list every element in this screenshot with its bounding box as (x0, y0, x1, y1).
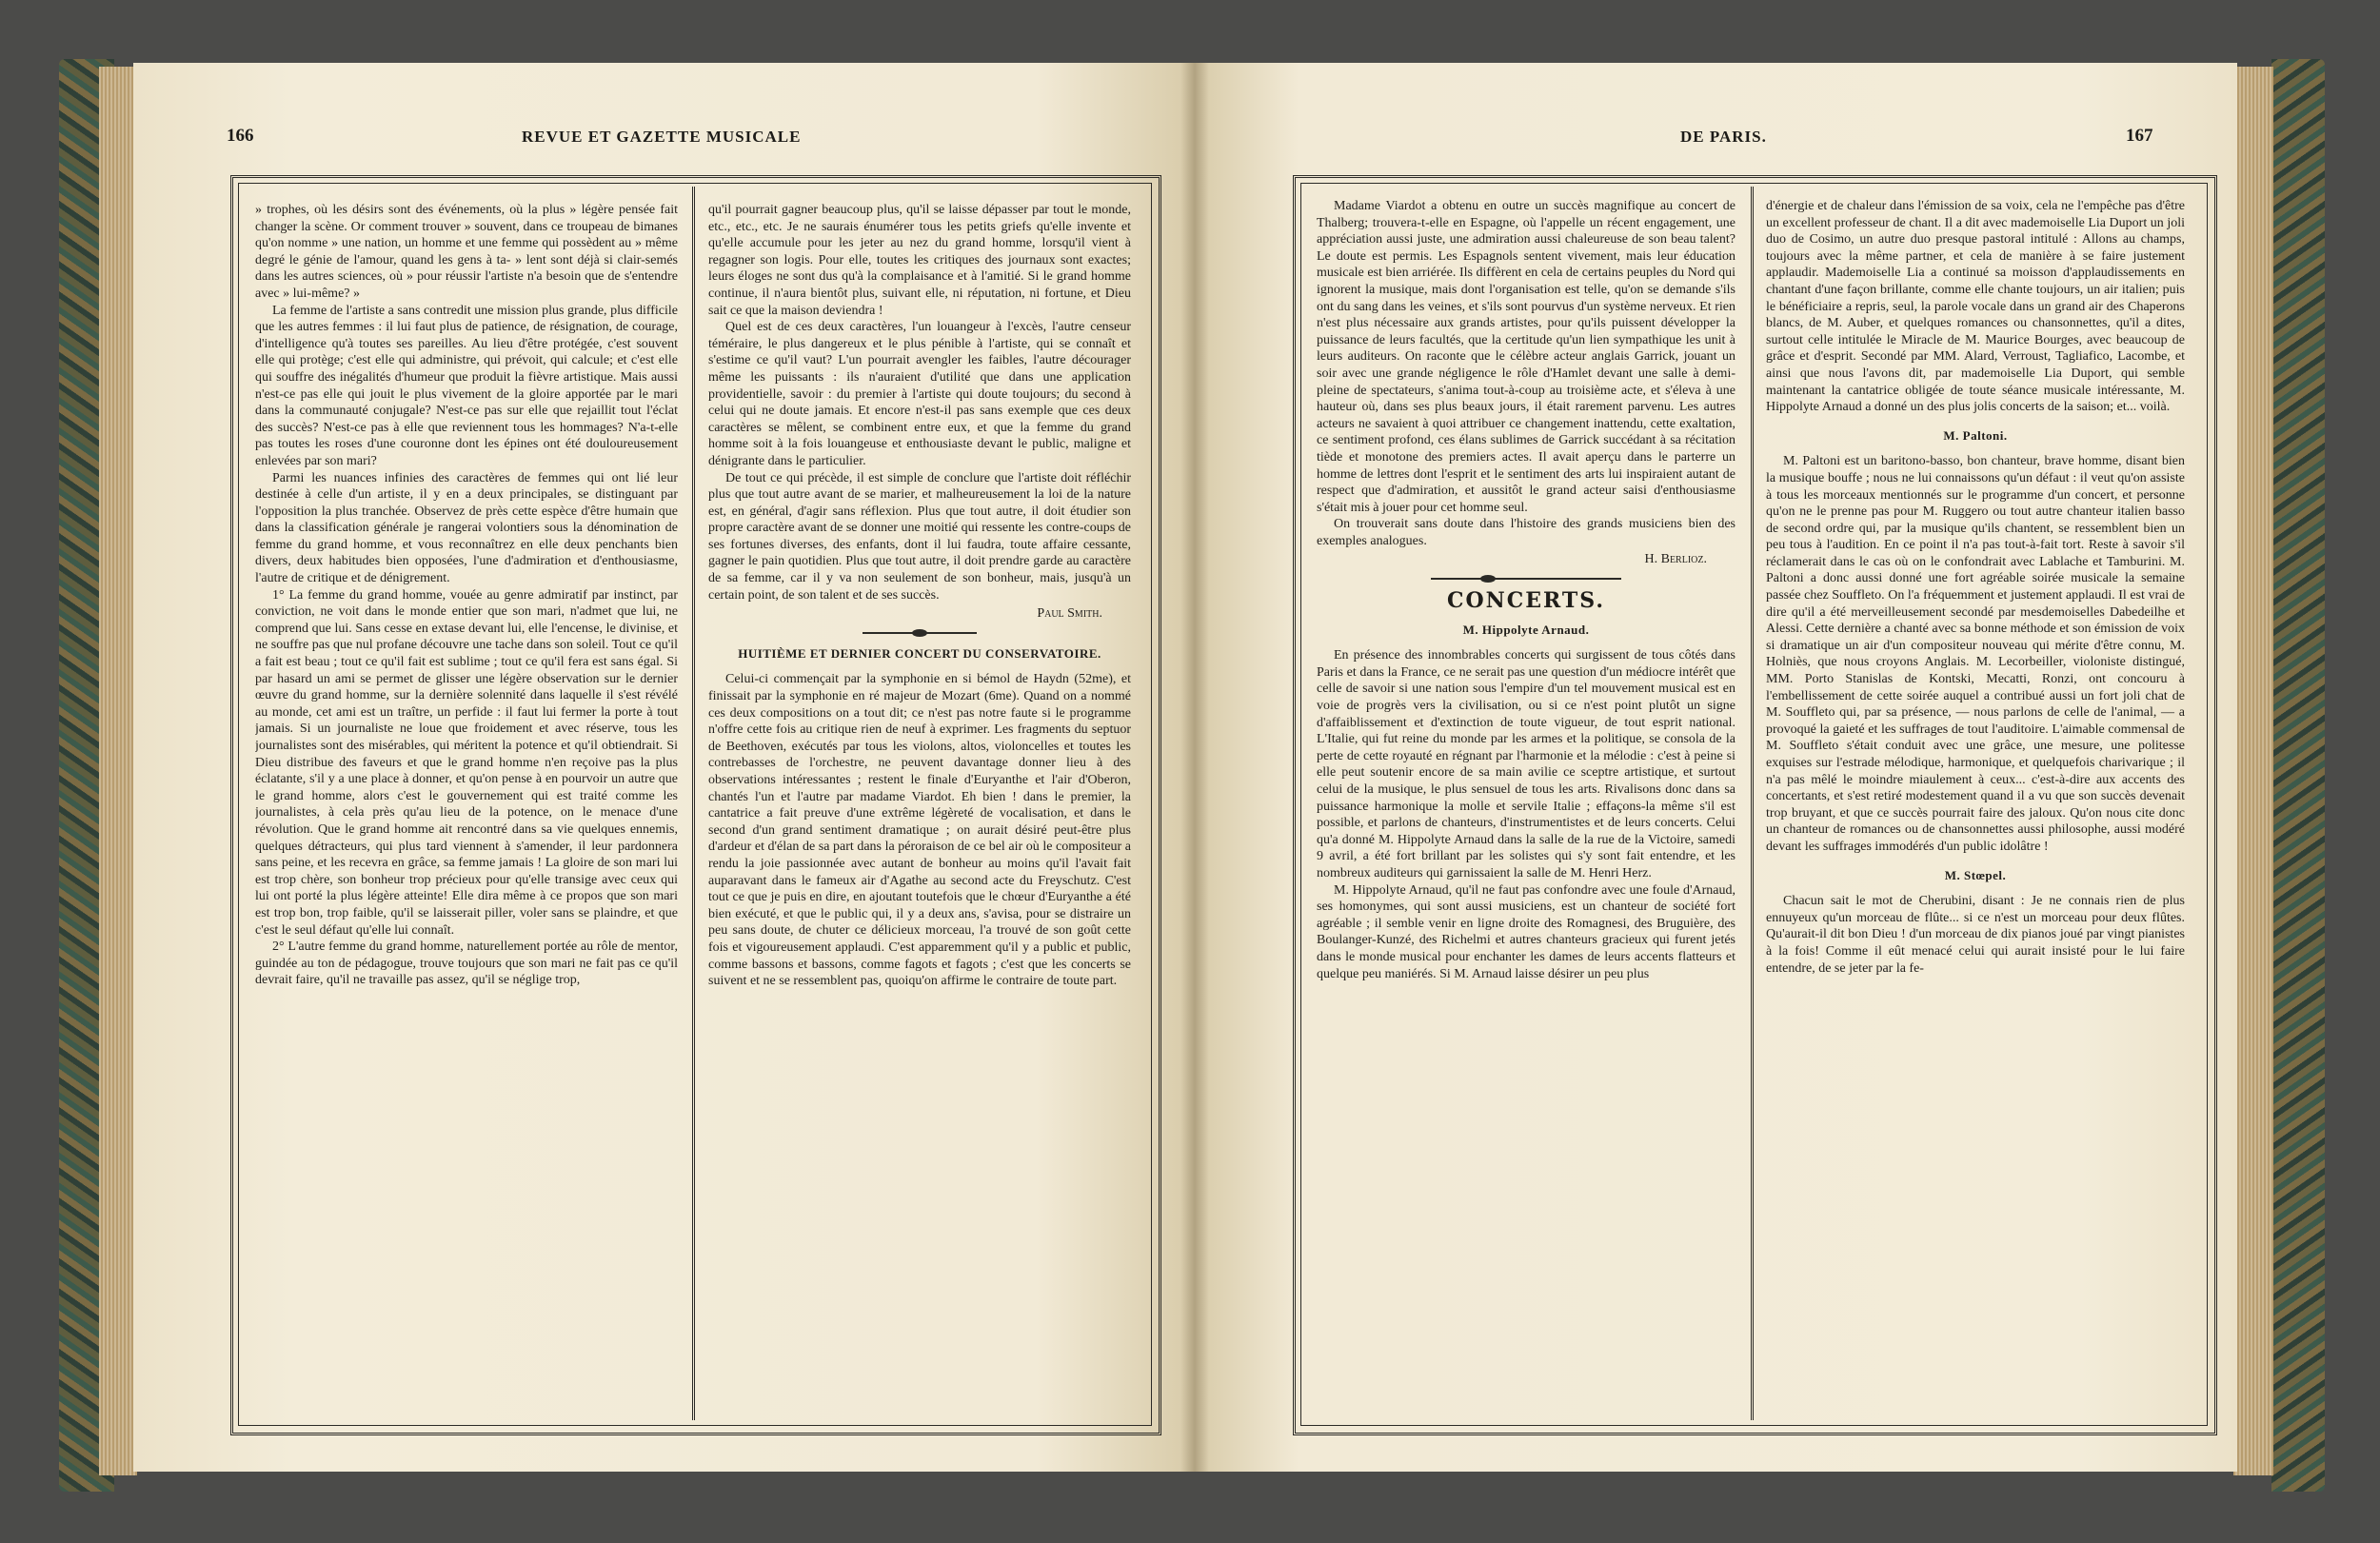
column-rule-right (1751, 187, 1754, 1420)
right-page (1195, 63, 2237, 1472)
paragraph: Parmi les nuances infinies des caractères de femmes qui ont lié leur destinée à celle d'un artiste, il y en a deux principales, se distinguant par l'opposition la plus tranchée. Observez de près cette espèce d'être humain que dans la classification générale je rangerai volontiers sous la dénomination de femme du grand homme, et vous reconnaîtrez en elle deux penchants bien divers, deux habitudes bien opposées, l'une d'admiration et d'enthousiasme, l'autre de critique et de dénigrement. (255, 470, 678, 586)
page-edges-right (2233, 67, 2273, 1475)
paragraph: d'énergie et de chaleur dans l'émission de sa voix, cela ne l'empêche pas d'être un excellent professeur de chant. Il a dit avec mademoiselle Lia Duport un joli duo de Cosimo, un autre duo presque pastoral intitulé : Allons au champs, toujours avec la même partner, et cela de manière à se faire justement applaudir. Mademoiselle Lia a continué sa moisson d'applaudissements en chantant d'une façon brillante, comme elle chante toujours, un air italien; puis le bénéficiaire a repris, seul, la parole vocale dans un grand air des Chaperons blancs, de M. Auber, et quelques romances ou chansonnettes, qu'il a dites, surtout celle intitulée le Miracle de M. Maurice Bourges, avec beaucoup de grâce et d'esprit. Secondé par MM. Alard, Verroust, Tagliafico, Lacombe, et ainsi que nous l'avons dit, par mademoiselle Lia Duport, qui semble maintenant la cantatrice obligée de toute séance musicale intéressante, M. Hippolyte Arnaud a donné un des plus jolis concerts de la saison; et... voilà. (1766, 199, 2185, 415)
paragraph: M. Hippolyte Arnaud, qu'il ne faut pas confondre avec une foule d'Arnaud, ses homonymes, qui sont aussi musiciens, est un chanteur de société fort agréable ; il semble venir en ligne droite des Romagnesi, des Bruguière, des Boulanger-Kunzé, des Richelmi et autres chanteurs gracieux qui furent jetés dans le monde musical pour enchanter les dames de leurs accents flatteurs et quelque peu maniérés. Si M. Arnaud laisse désirer un peu plus (1317, 882, 1735, 981)
paragraph: Madame Viardot a obtenu en outre un succès magnifique au concert de Thalberg; trouvera-t-elle en Espagne, où l'appelle un récent engagement, une appréciation aussi juste, une admiration aussi chaleureuse de son beau talent? Le doute est permis. Les Espagnols sentent vivement, mais leur éducation musicale est bien arriérée. Ils diffèrent en cela de certains peuples du Nord qui ignorent la musique, mais dont l'organisation est telle, qu'on se demande s'ils ont du sang dans les veines, et s'ils sont pourvus d'un système nerveux. Et rien n'est plus nécessaire aux grands artistes, pour qu'ils puissent développer la puissance de leurs facultés, que la certitude qu'un lien sympathique les unit à leurs auditeurs. On raconte que le célèbre acteur anglais Garrick, jouant un soir avec une grande négligence le rôle d'Hamlet devant une salle à demi-pleine de spectateurs, s'anima tout-à-coup au troisième acte, et s'éleva à une hauteur où, dans ses plus beaux jours, il était rarement parvenu. Les autres acteurs ne savaient à quoi attribuer ce changement inattendu, cette exaltation, ce sentiment profond, ces élans sublimes de Garrick succédant à sa récitation tiède et monotone des premiers actes. Il avait aperçu dans le parterre un homme de lettres dont l'esprit et le sentiment des arts lui inspiraient autant de respect que d'admiration, et aussitôt le grand acteur saisi d'enthousiasme s'était mis à jouer pour cet homme seul. (1317, 199, 1735, 515)
paragraph: On trouverait sans doute dans l'histoire des grands musiciens bien des exemples analogues. (1317, 517, 1735, 548)
paragraph: Chacun sait le mot de Cherubini, disant : Je ne connais rien de plus ennuyeux qu'un morceau de flûte... si ce n'est un morceau pour deux flûtes. Qu'aurait-il dit bon Dieu ! d'un morceau de dix pianos joué par vingt pianistes à la fois! Comme il eût menacé celui qui aurait insisté pour le lui faire entendre, de se jeter par la fe- (1766, 894, 2185, 976)
section-heading-stoepel: M. Stœpel. (1944, 867, 2007, 882)
paragraph: 2° L'autre femme du grand homme, naturellement portée au rôle de mentor, guindée au ton de pédagogue, trouve toujours que son mari ne fait pas ce qu'il devrait faire, qu'il ne travaille pas assez, qu'il se néglige trop, (255, 940, 678, 988)
paragraph: De tout ce qui précède, il est simple de conclure que l'artiste doit réfléchir plus que tout autre avant de se marier, et malheureusement la loi de la nature est, en général, d'agir sans réflexion. Plus que tout autre, il doit étudier son propre caractère avant de se donner une moitié qui ressente les contre-coups de ses fortunes diverses, des enfants, dont il lui faudra, toute affaire cessante, gagner le pain quotidien. Plus que tout autre, il doit prendre garde au caractère de sa femme, car il y va non seulement de son bonheur, mais, jusqu'à un certain point, de son talent et de ses succès. (708, 470, 1131, 603)
ornament-rule (1431, 578, 1621, 580)
paragraph: La femme de l'artiste a sans contredit une mission plus grande, plus difficile que les autres femmes : il lui faut plus de patience, de résignation, de courage, d'intelligence qu'à toutes ses pareilles. Au lieu d'être protégée, c'est souvent elle qui protège; c'est elle qui administre, qui prévoit, qui calcule; et c'est elle qui souffre des inégalités d'humeur que produit la fièvre artistique. Mais aussi n'est-ce pas elle qui jouit le plus vivement de la gloire apportée par le mari dans la communauté conjugale? N'est-ce pas sur elle que rejaillit tout l'éclat des succès? N'est-ce pas à elle que reviennent tous les hommages? N'a-t-elle pas toutes les roses d'une couronne dont les épines ont été douloureusement enlevées par son mari? (255, 303, 678, 468)
page-edges-left (99, 67, 137, 1475)
right-col-1 (1317, 198, 1735, 1420)
running-head-right: DE PARIS. (1680, 128, 1767, 146)
paragraph: En présence des innombrables concerts qui surgissent de tous côtés dans Paris et dans la France, ce ne serait pas une question d'un médiocre intérêt que celle de savoir si une nation sous l'empire d'un tel mouvement musical est en voie de progrès vers la civilisation, ou si ce n'est point plutôt un signe d'affaiblissement et d'extinction de toute vigueur, de tout esprit national. L'Italie, qui fut reine du monde par les armes et la politique, se consola de la perte de cette royauté en régnant par l'harmonie et la mélodie : c'est à peine si elle peut soutenir encore de sa main avilie ce sceptre artistique, et surtout celui de la musique, le plus sensuel de tous les arts. Rivalisons donc dans sa puissance harmonique la molle et servile Italie ; effaçons-la même s'il est possible, et parlons de chanteurs, d'instrumentistes et de leurs concerts. Celui qu'a donné M. Hippolyte Arnaud dans la salle de la rue de la Victoire, samedi 9 avril, a été fort brillant par les solistes qui s'y sont fait entendre, et les nombreux auditeurs qui garnissaient la salle de M. Henri Herz. (1317, 648, 1735, 880)
page-number-right: 167 (2126, 126, 2153, 146)
paragraph: » trophes, où les désirs sont des événements, où la plus » légère pensée fait changer la scène. Or comment trouver » souvent, dans ce troupeau de bimanes qu'on nomme » une nation, un homme et une femme qui possèdent au » même degré le génie de l'amour, quand les gens à ta- » lent sont déjà si clair-semés dans les autres sciences, où » pour réussir l'artiste n'a besoin que de s'entendre avec » lui-même? » (255, 203, 678, 301)
paragraph: qu'il pourrait gagner beaucoup plus, qu'il se laisse dépasser par tout le monde, etc., etc., etc. Je ne saurais énumérer tous les petits griefs qu'elle invente et qu'elle accumule pour les jeter au nez du grand homme, lorsqu'il vient à regagner son logis. Pour elle, toutes les critiques des journaux sont exactes; leurs éloges ne sont dus qu'à la complaisance et à l'amitié. Si le grand homme continue, il n'aura bientôt plus, suivant elle, ni réputation, ni fortune, et Dieu sait ce que la maison deviendra ! (708, 203, 1131, 318)
section-heading-arnaud: M. Hippolyte Arnaud. (1462, 622, 1590, 637)
paragraph: 1° La femme du grand homme, vouée au genre admiratif par instinct, par conviction, ne voit dans le monde entier que son mari, n'admet que lui, ne comprend que lui. Sans cesse en extase devant lui, elle l'encense, le divinise, et ne souffre pas que nul profane découvre une tache dans son soleil. Tout ce qu'il a fait est beau ; tout ce qu'il fait est sublime ; tout ce qu'il fera est sans égal. Si par hasard un ami se permet de glisser une légère observation sur le dernier œuvre du grand homme, sur la dernière solennité dans laquelle il s'est révélé au monde, cet ami est un traître, un perfide : il faut lui fermer la porte à tout jamais. Si un journaliste ne loue que froidement et avec réserve, tous les journalistes sont des misérables, qui méritent la potence et qu'il obtiendrait. Si Dieu distribue des faveurs et que le grand homme n'en reçoive pas la plus éclatante, s'il y a une place à donner, et qu'on pense à en pourvoir un autre que le grand homme, alors c'est le gouvernement qui est traité comme les journalistes, à cela près qu'au lieu de la potence, on le menace d'une révolution. Que le grand homme ait rencontré dans sa vie quelques ennemis, quelques détracteurs, qui plus tard viennent à s'amender, il leur pardonnera sans peine, et les recevra en grâce, sa femme jamais ! La gloire de son mari lui est trop chère, son bonheur trop précieux pour qu'elle transige avec ceux qui lui ont porté la plus légère atteinte! Elle dira même à ce propos que son mari est trop bon, trop faible, qu'il se laisserait piller, voler sans se plaindre, et que c'est le seul défaut qu'elle lui connaît. (255, 587, 678, 938)
page-number-left: 166 (227, 126, 254, 146)
ornament-divider (863, 632, 977, 634)
concerts-title: CONCERTS. (1446, 588, 1606, 614)
signature-paul-smith: Paul Smith. (1037, 606, 1102, 622)
section-heading-paltoni: M. Paltoni. (1943, 427, 2008, 443)
signature-berlioz: H. Berlioz. (1644, 552, 1707, 567)
running-head-left: REVUE ET GAZETTE MUSICALE (522, 128, 802, 146)
left-col-1 (255, 202, 678, 1420)
marbled-cover-right (2271, 59, 2325, 1492)
section-heading-conservatoire: HUITIÈME ET DERNIER CONCERT DU CONSERVATOIRE. (738, 645, 1101, 661)
column-rule-left (692, 187, 695, 1420)
paragraph: Quel est de ces deux caractères, l'un louangeur à l'excès, l'autre censeur téméraire, le plus dangereux et le plus pénible à l'artiste, qui se connaît et s'estime ce qu'il vaut? L'un pourrait avengler les faibles, l'autre décourager même les puissants : ils n'auraient d'utilité que dans une application providentielle, savoir : du premier à l'artiste qui doute toujours; du second à celui qui ne doute jamais. Et encore n'est-il pas sans exemple que ces deux caractères se mêlent, se combinent entre eux, et que la femme du grand homme soit à la fois louangeuse et enthousiaste devant le public, maligne et dénigrante dans le particulier. (708, 320, 1131, 468)
book-gutter-shadow (1180, 63, 1209, 1472)
paragraph: Celui-ci commençait par la symphonie en si bémol de Haydn (52me), et finissait par la symphonie en ré majeur de Mozart (6me). Quand on a nommé ces deux compositions on a tout dit; ce n'est pas notre faute si le programme n'offre cette fois au critique rien de neuf à exprimer. Les fragments du septuor de Beethoven, exécutés par tous les violons, altos, violoncelles et toutes les contrebasses de l'orchestre, ne peuvent davantage donner lieu à des observations intéressantes ; restent le finale d'Euryanthe et l'air d'Oberon, chantés l'un et l'autre par madame Viardot. Eh bien ! dans le premier, la cantatrice a fait preuve d'une extrême légèreté de vocalisation, et dans le second d'un grand sentiment dramatique ; on aurait désiré peut-être plus d'ardeur et d'élan de sa part dans la péroraison de ce bel air où le compositeur a rendu la joie passionnée avec autant de bonheur au moins qu'il l'avait fait auparavant dans le fameux air d'Agathe au second acte du Freyschutz. C'est tout ce que je puis en dire, en ajoutant toutefois que le chœur d'Euryanthe a été bien exécuté, et que le public qui, il y a deux ans, s'avisa, pour se distraire un peu sans doute, de chuter ce délicieux morceau, l'a trouvé de son goût cette fois et vigoureusement applaudi. C'est apparemment qu'il y a public et public, comme bassons et bassons, comme fagots et fagots ; c'est que les concerts se suivent et ne se ressemblent pas, quoiqu'on affirme le contraire de toute part. (708, 672, 1131, 989)
right-col-2 (1766, 198, 2185, 1420)
left-page (133, 63, 1195, 1472)
left-col-2 (708, 202, 1131, 1420)
paragraph: M. Paltoni est un baritono-basso, bon chanteur, brave homme, disant bien la musique bouffe ; nous ne lui connaissons qu'un défaut : il veut qu'on assiste à tous les morceaux mentionnés sur le programme d'un concert, et personne qu'on ne le prenne pas pour M. Ruggero ou tout autre chanteur italien basso de second ordre qui, par la musique qu'ils chantent, se ressemblent bien un peu tous à l'audition. En ce point il n'a pas tout-à-fait tort. Reste à savoir s'il réclamerait dans le cas où on le confondrait avec Lablache et Tamburini. M. Paltoni a donc aussi donné une fort agréable soirée musicale la semaine passée chez Souffleto. On l'a fréquemment et justement applaudi. Il est vrai de dire qu'il a été merveilleusement secondé par mesdemoiselles Dabedeilhe et Alessi. Cette dernière a chanté avec sa bonne méthode et son émission de voix si dramatique un air d'un compositeur nouveau qui mérite d'être connu, M. Holniès, que nous croyons Anglais. M. Lecorbeiller, violoniste distingué, MM. Porto Stanislas de Kontski, Mecatti, Ronzi, ont concouru à l'embellissement de cette soirée auquel a contribué aussi un fort joli chat de M. Souffleto qui, par sa présence, — nous parlons de celle de l'animal, — a provoqué la gaieté et les suffrages de tout l'auditoire. L'aimable commensal de M. Souffleto s'était conduit avec une grâce, une mesure, une politesse exquises sur l'estrade mélodique, harmonique, et quelquefois charivarique ; il n'a pas mêlé le moindre miaulement à ceux... c'est-à-dire aux accents des concertants, et s'est retiré modestement quand il a vu que son succès devenait trop bruyant, et que ce succès pourrait faire des jaloux. Qu'on nous cite donc un chanteur de romances ou de chansonnettes aussi philosophe, aussi modéré devant les suffrages immodérés d'un public idolâtre ! (1766, 454, 2185, 854)
